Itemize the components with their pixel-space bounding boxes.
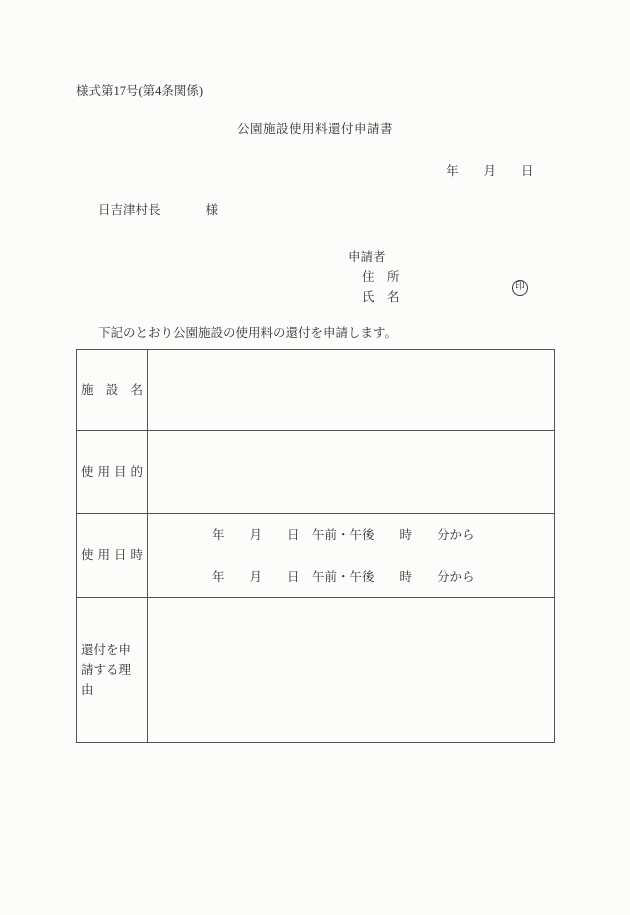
seal-char: 印 [515, 282, 525, 293]
document-title: 公園施設使用料還付申請書 [236, 122, 393, 136]
applicant-label: 申請者 [348, 250, 386, 264]
usage-purpose-value-cell [148, 431, 554, 513]
intro-text: 下記のとおり公園施設の使用料の還付を申請します。 [98, 326, 398, 340]
applicant-name-label: 氏 名 [362, 290, 400, 304]
table-row-usage-purpose [77, 430, 554, 513]
usage-purpose-label: 使用目的 [81, 464, 143, 479]
usage-purpose-label-cell [77, 431, 148, 513]
refund-application-table [76, 349, 555, 743]
usage-datetime-line-from-2: 年 月 日 午前・午後 時 分から [212, 569, 475, 584]
table-row-usage-datetime [77, 513, 554, 597]
form-number: 様式第17号(第4条関係) [76, 84, 204, 98]
refund-reason-label: 還付を申請する理由 [81, 643, 132, 697]
refund-reason-value-cell [148, 598, 554, 742]
usage-datetime-line-from-1: 年 月 日 午前・午後 時 分から [212, 527, 475, 542]
date-line: 年 月 日 [446, 164, 534, 178]
refund-reason-label-cell [77, 598, 148, 742]
addressee-line [98, 204, 218, 217]
usage-datetime-value-cell [148, 514, 554, 597]
addressee-honorific: 様 [205, 203, 219, 217]
usage-datetime-label: 使用日時 [81, 548, 143, 563]
table-row-facility-name [77, 350, 554, 430]
applicant-address-label: 住 所 [362, 270, 400, 284]
table-row-refund-reason [77, 597, 554, 742]
addressee-name: 日吉津村長 [98, 203, 161, 217]
facility-name-label: 施設名 [81, 382, 143, 397]
seal-icon [512, 280, 528, 296]
applicant-block [348, 247, 400, 307]
facility-name-value-cell [148, 350, 554, 430]
facility-name-label-cell [77, 350, 148, 430]
usage-datetime-label-cell [77, 514, 148, 597]
